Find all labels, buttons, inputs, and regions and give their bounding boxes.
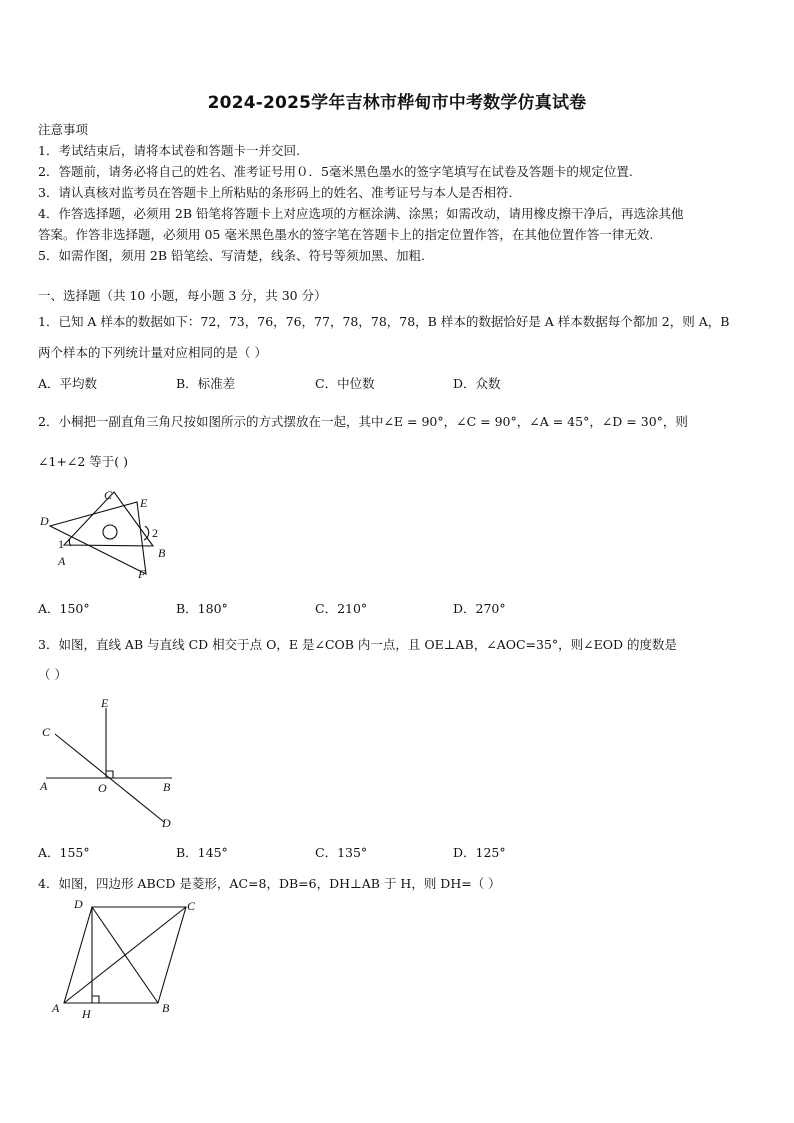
question-text: 2．小桐把一副直角三角尺按如图所示的方式摆放在一起，其中∠E = 90°，∠C = 90°，∠A = 45°，∠D = 30°，则 (38, 414, 688, 429)
figure-hole (103, 525, 117, 539)
label-b: B (162, 1001, 170, 1015)
option-a[interactable]: A．150° (38, 601, 90, 616)
note-item: 3．请认真核对监考员在答题卡上所粘贴的条形码上的姓名、准考证号与本人是否相符. (38, 185, 513, 200)
section-heading: 一、选择题（共 10 小题，每小题 3 分，共 30 分） (38, 288, 327, 303)
option-b[interactable]: B．145° (176, 845, 228, 860)
label-d: D (74, 897, 83, 911)
label-a: A (52, 1001, 60, 1015)
label-c: C (104, 488, 113, 502)
label-2: 2 (152, 526, 158, 540)
label-a: A (58, 554, 66, 568)
right-angle-mark (106, 771, 113, 778)
option-d[interactable]: D．众数 (453, 376, 501, 391)
question-text: 3．如图，直线 AB 与直线 CD 相交于点 O，E 是∠COB 内一点，且 OE⊥AB，∠AOC=35°，则∠EOD 的度数是 (38, 637, 678, 652)
right-angle-mark (92, 996, 99, 1003)
rhombus-figure (44, 894, 204, 1024)
question-text: ∠1+∠2 等于( ) (38, 454, 129, 469)
note-item: 1．考试结束后，请将本试卷和答题卡一并交回. (38, 143, 300, 158)
label-1: 1 (58, 537, 64, 551)
label-f: F (138, 567, 146, 581)
notes-heading: 注意事项 (38, 122, 89, 137)
label-e: E (140, 496, 148, 510)
label-c: C (187, 899, 196, 913)
option-c[interactable]: C．中位数 (315, 376, 375, 391)
page-title: 2024-2025学年吉林市桦甸市中考数学仿真试卷 (207, 93, 587, 113)
note-item: 2．答题前，请务必将自己的姓名、准考证号用０．5毫米黑色墨水的签字笔填写在试卷及答题卡的规定位置. (38, 164, 633, 179)
figure-angle-2-arc (144, 526, 149, 540)
option-d[interactable]: D．270° (453, 601, 506, 616)
option-d[interactable]: D．125° (453, 845, 506, 860)
diagonal-db (92, 907, 158, 1003)
question-text: 4．如图，四边形 ABCD 是菱形，AC=8，DB=6，DH⊥AB 于 H，则 DH=（ ） (38, 876, 501, 891)
option-b[interactable]: B．180° (176, 601, 228, 616)
question-text: 两个样本的下列统计量对应相同的是（ ） (38, 345, 267, 360)
option-c[interactable]: C．210° (315, 601, 368, 616)
question-text: （ ） (38, 667, 67, 682)
label-a: A (40, 779, 48, 793)
note-item: 答案。作答非选择题，必须用 05 毫米黑色墨水的签字笔在答题卡上的指定位置作答，在其他位置作答一律无效. (38, 227, 654, 242)
label-c: C (42, 725, 51, 739)
triangle-rulers-figure (30, 486, 180, 582)
option-a[interactable]: A．155° (38, 845, 90, 860)
label-o: O (98, 781, 107, 795)
note-item: 4．作答选择题，必须用 2B 铅笔将答题卡上对应选项的方框涂满、涂黑；如需改动，请用橡皮擦干净后，再选涂其他 (38, 206, 684, 221)
label-b: B (163, 780, 171, 794)
label-d: D (40, 514, 49, 528)
label-d: D (162, 816, 171, 830)
option-c[interactable]: C．135° (315, 845, 368, 860)
note-item: 5．如需作图，须用 2B 铅笔绘、写清楚，线条、符号等须加黑、加粗. (38, 248, 426, 263)
label-h: H (82, 1007, 91, 1021)
intersecting-lines-figure (34, 694, 184, 834)
option-a[interactable]: A．平均数 (38, 376, 98, 391)
question-text: 1．已知 A 样本的数据如下：72，73，76，76，77，78，78，78，B 样本的数据恰好是 A 样本数据每个都加 2，则 A，B (38, 314, 730, 329)
option-b[interactable]: B．标准差 (176, 376, 236, 391)
label-b: B (158, 546, 166, 560)
label-e: E (101, 696, 109, 710)
